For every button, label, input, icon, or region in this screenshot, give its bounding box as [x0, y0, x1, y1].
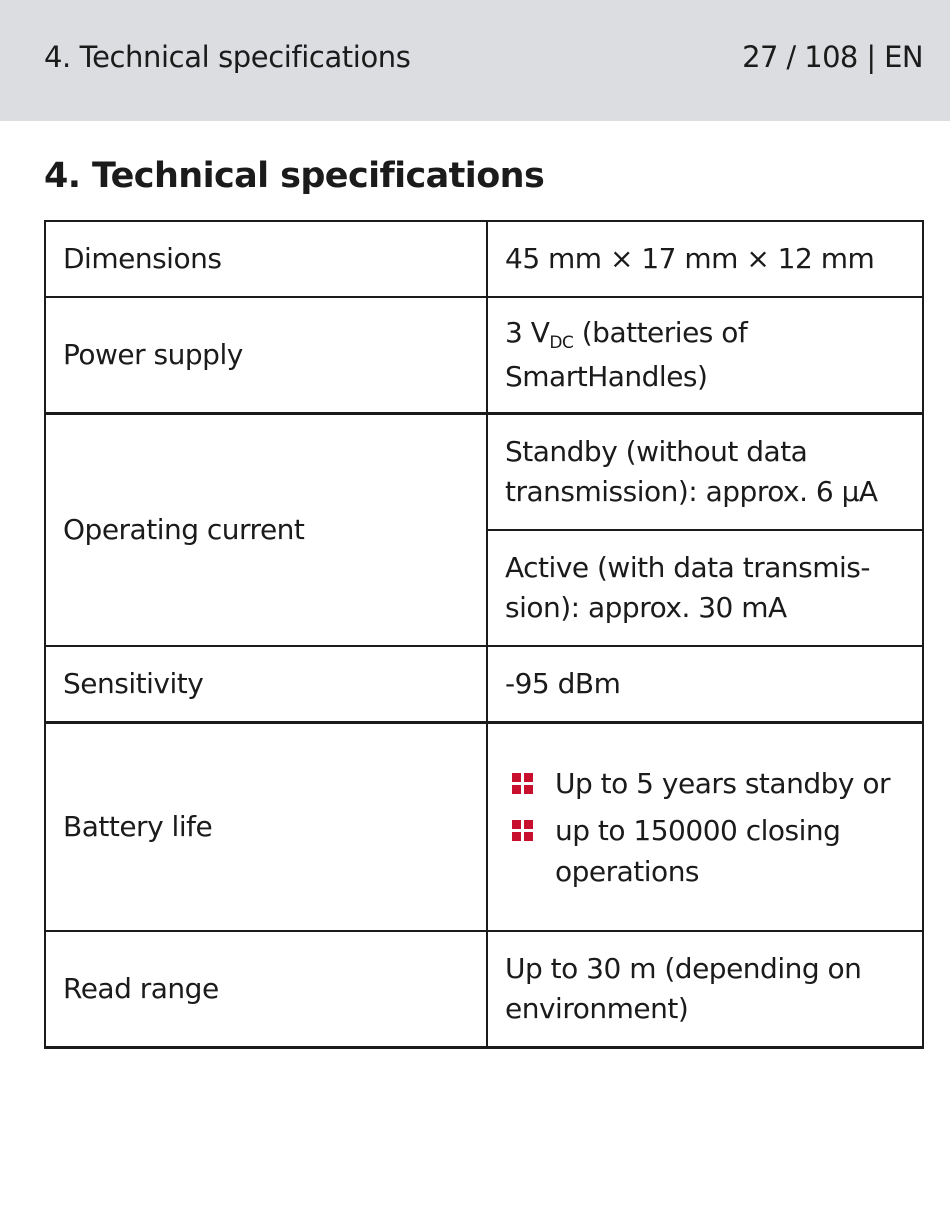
value-power-supply [487, 297, 923, 414]
table-row-battery-life [45, 723, 923, 932]
running-header [0, 0, 950, 121]
red-square-bullet-icon [512, 773, 534, 795]
header-page-number: 27 / 108 | EN [742, 40, 923, 74]
label-read-range: Read range [45, 931, 487, 1048]
value-standby-current: Standby (without data transmission): approx. 6 µA [487, 414, 923, 531]
label-battery-life: Battery life [45, 723, 487, 932]
spec-table [44, 220, 924, 1049]
label-power-supply: Power supply [45, 297, 487, 414]
table-row-power-supply [45, 297, 923, 414]
value-battery-life [487, 723, 923, 932]
battery-operations-text: up to 150000 closing operations [555, 813, 841, 888]
red-square-bullet-icon [512, 820, 534, 842]
power-voltage: 3 V [505, 316, 550, 349]
table-row-dimensions [45, 221, 923, 297]
value-dimensions: 45 mm × 17 mm × 12 mm [487, 221, 923, 297]
label-dimensions: Dimensions [45, 221, 487, 297]
value-read-range: Up to 30 m (depending on environment) [487, 931, 923, 1048]
value-sensitivity: -95 dBm [487, 646, 923, 723]
power-dc-subscript: DC [549, 333, 574, 353]
label-sensitivity: Sensitivity [45, 646, 487, 723]
table-row-operating-current [45, 414, 923, 531]
value-active-current: Active (with data transmis- sion): approx. 30 mA [487, 530, 923, 646]
header-section-title: 4. Technical specifications [44, 40, 411, 74]
list-item [505, 810, 906, 892]
battery-standby-text: Up to 5 years standby or [555, 766, 890, 800]
table-row-read-range [45, 931, 923, 1048]
power-source: (batteries of SmartHandles) [505, 316, 748, 393]
table-row-sensitivity [45, 646, 923, 723]
section-heading: 4. Technical specifications [44, 156, 545, 196]
battery-life-list [505, 763, 906, 892]
label-operating-current: Operating current [45, 414, 487, 647]
list-item [505, 763, 906, 804]
